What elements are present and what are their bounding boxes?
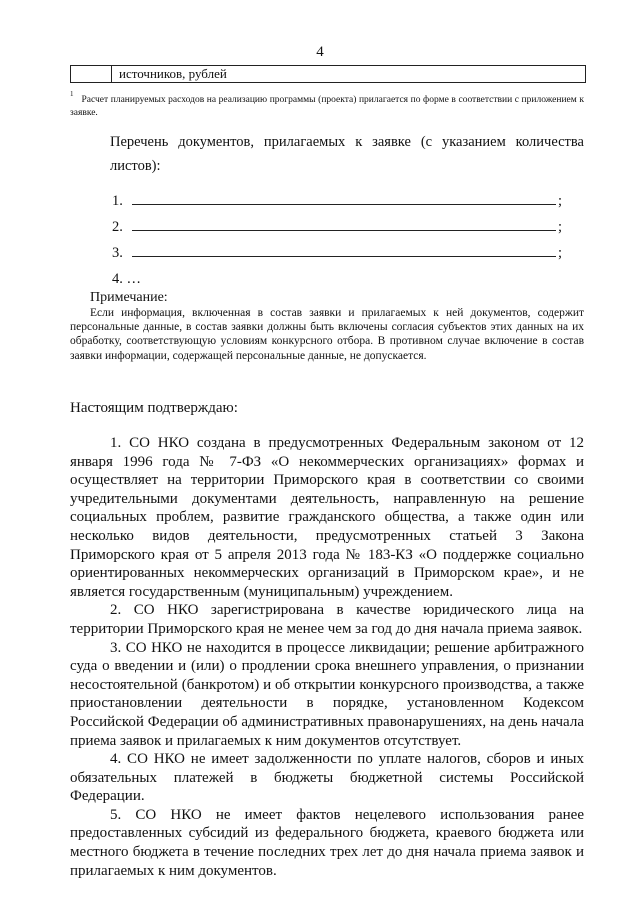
note-title: Примечание:	[90, 290, 168, 305]
footnote-text: Расчет планируемых расходов на реализацию программы (проекта) прилагается по форме в соответствии с приложением к заявке.	[70, 95, 584, 119]
table-fragment	[70, 65, 586, 83]
list-item-number: 2.	[112, 219, 123, 235]
confirm-item-3: 3. СО НКО не находится в процессе ликвидации; решение арбитражного суда о введении и (или) о продлении срока внешнего управления, о признании несостоятельной (банкротом) и об открытии конкурсного производства, а также приостановлении деятельности в порядке, установленном Кодексом Российской Федерации об административных правонарушениях, на день начала приема заявок и прилагаемых к ним документов отсутствует.	[70, 639, 584, 749]
confirm-item-2: 2. СО НКО зарегистрирована в качестве юридического лица на территории Приморского края не менее чем за год до дня начала приема заявок.	[70, 602, 584, 637]
confirm-items	[70, 434, 584, 880]
list-item	[112, 236, 562, 262]
blank-line	[132, 242, 556, 257]
confirm-item-4: 4. СО НКО не имеет задолженности по уплате налогов, сборов и иных обязательных платежей в бюджеты бюджетной системы Российской Федерации.	[70, 751, 584, 805]
documents-heading-text: Перечень документов, прилагаемых к заявке (с указанием количества листов):	[110, 134, 584, 174]
table-cell-sources: источников, рублей	[119, 66, 227, 81]
documents-list	[112, 184, 562, 288]
list-item-end: ;	[557, 193, 562, 209]
blank-line	[132, 216, 556, 231]
table-column-divider	[111, 66, 112, 82]
list-item-number: 1.	[112, 193, 123, 209]
confirm-item-5: 5. СО НКО не имеет фактов нецелевого использования ранее предоставленных субсидий из федерального бюджета, краевого бюджета или местного бюджета в течение последних трех лет до дня начала приема заявок и прилагаемых к ним документов.	[70, 806, 584, 879]
page-number: 4	[316, 44, 324, 60]
list-item-number: 4. …	[112, 271, 141, 287]
confirm-title: Настоящим подтверждаю:	[70, 400, 238, 416]
list-item-end: ;	[557, 219, 562, 235]
footnote	[70, 90, 584, 120]
confirm-item-1: 1. СО НКО создана в предусмотренных Федеральным законом от 12 января 1996 года № 7-ФЗ «О некоммерческих организациях» формах и осуществляет на территории Приморского края в соответствии со своими учредительными документами деятельность, направленную на решение социальных проблем, развитие гражданского общества, а также один или несколько видов деятельности, предусмотренных статьей 3 Закона Приморского края от 5 апреля 2013 года № 183-КЗ «О поддержке социально ориентированных некоммерческих организаций в Приморском крае», и не является государственным (муниципальным) учреждением.	[70, 435, 584, 600]
list-item	[112, 262, 562, 288]
footnote-marker: 1	[70, 90, 74, 98]
list-item-number: 3.	[112, 245, 123, 261]
blank-line	[132, 190, 556, 205]
list-item	[112, 184, 562, 210]
list-item	[112, 210, 562, 236]
documents-heading	[70, 130, 584, 178]
note-text: Если информация, включенная в состав заявки и прилагаемых к ней документов, содержит персональные данные, в состав заявки должны быть включены согласия субъектов этих данных на их обработку, соответствующую условиям конкурсного отбора. В противном случае включение в состав заявки информации, содержащей персональные данные, не допускается.	[70, 307, 584, 362]
list-item-end: ;	[557, 245, 562, 261]
